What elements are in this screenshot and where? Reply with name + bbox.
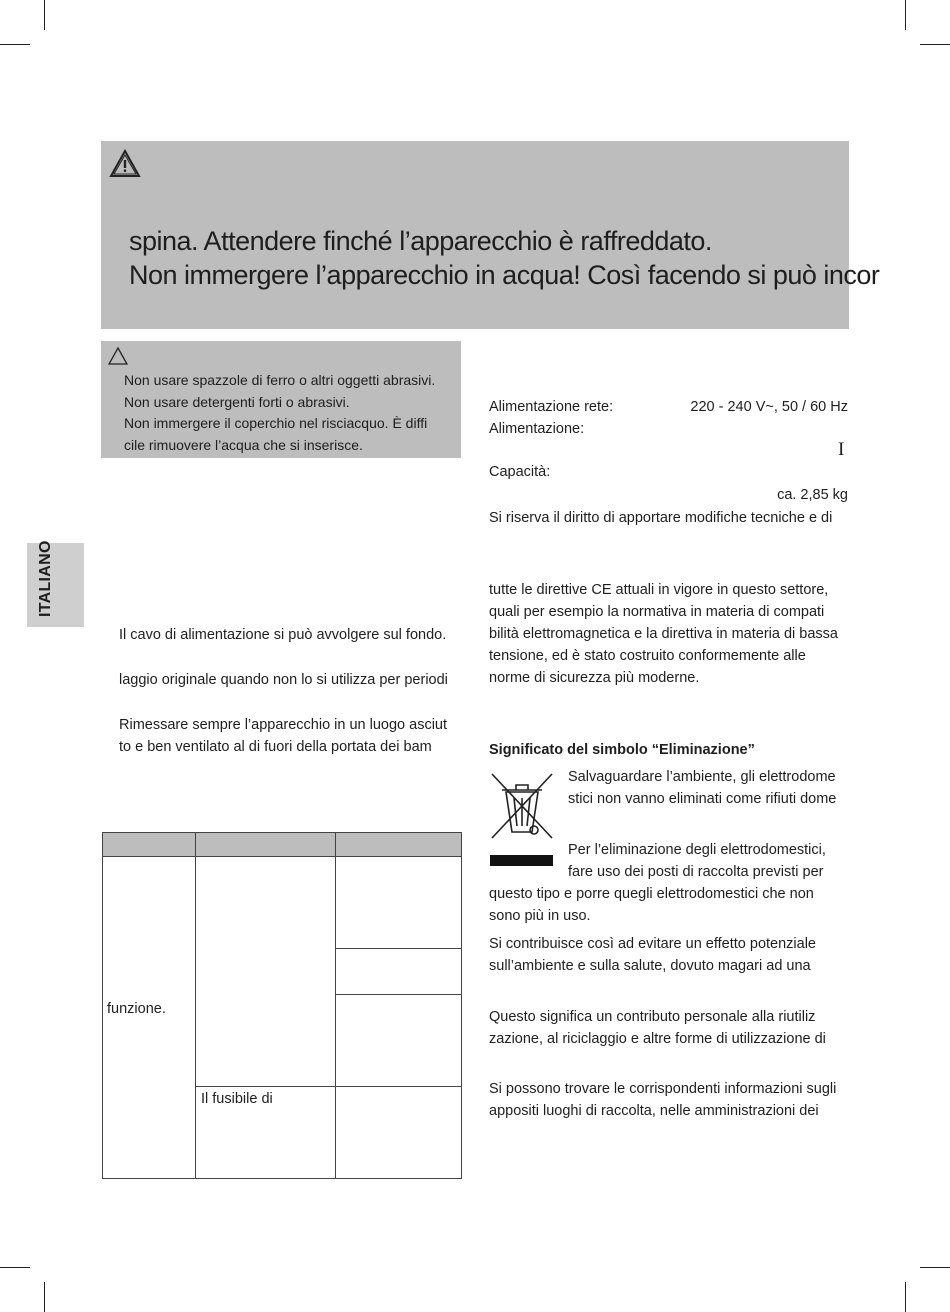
table-cell-text: Il fusibile di (201, 1091, 273, 1107)
disposal-text: sull’ambiente e sulla salute, dovuto magari ad una (489, 958, 811, 974)
caution-line: Non usare spazzole di ferro o altri oggetti abrasivi. (124, 372, 436, 388)
storage-text: laggio originale quando non lo si utilizza per periodi (119, 672, 448, 688)
storage-text: Il cavo di alimentazione si può avvolgere sul fondo. (119, 627, 447, 643)
crop-mark (905, 1282, 906, 1312)
troubleshooting-table (102, 832, 462, 1179)
caution-box (101, 341, 461, 458)
disposal-text: Per l’eliminazione degli elettrodomestici, (568, 842, 826, 858)
table-cell (103, 857, 196, 1179)
language-tab-label: ITALIANO (37, 540, 54, 617)
storage-text: to e ben ventilato al di fuori della portata dei bam (119, 739, 432, 755)
table-cell (196, 857, 336, 1087)
table-cell (196, 1087, 336, 1179)
protection-class-symbol: I (838, 439, 845, 460)
crop-mark (905, 0, 906, 30)
spec-label: Capacità: (489, 464, 551, 480)
crop-mark (920, 1267, 950, 1268)
spec-label: Alimentazione rete: (489, 399, 614, 415)
table-header-cell (196, 833, 336, 857)
disposal-text: Si contribuisce così ad evitare un effetto potenziale (489, 936, 816, 952)
table-cell (336, 857, 462, 949)
disposal-text: Si possono trovare le corrispondenti informazioni sugli (489, 1081, 837, 1097)
disposal-text: appositi luoghi di raccolta, nelle amministrazioni dei (489, 1103, 819, 1119)
warning-box (101, 141, 880, 329)
storage-text: Rimessare sempre l’apparecchio in un luogo asciut (119, 717, 448, 733)
caution-triangle-icon (108, 347, 128, 365)
crop-mark (44, 1282, 45, 1312)
table-cell (336, 995, 462, 1087)
disposal-text: stici non vanno eliminati come rifiuti dome (568, 791, 837, 807)
table-cell-text: funzione. (107, 1001, 166, 1017)
disposal-text: fare uso dei posti di raccolta previsti per (568, 864, 824, 880)
spec-value: ca. 2,85 kg (777, 487, 848, 503)
crop-mark (0, 1267, 30, 1268)
spec-value: 220 - 240 V~, 50 / 60 Hz (690, 399, 848, 415)
table-row (103, 857, 462, 949)
caution-line: Non usare detergenti forti o abrasivi. (124, 394, 350, 410)
table-header-cell (103, 833, 196, 857)
ce-text: quali per esempio la normativa in materia di compati (489, 604, 825, 620)
caution-line: Non immergere il coperchio nel risciacquo. È diffi (124, 415, 428, 431)
spec-label: Alimentazione: (489, 421, 585, 437)
disposal-text: Salvaguardare l’ambiente, gli elettrodome (568, 769, 836, 785)
disposal-text: questo tipo e porre quegli elettrodomestici che non (489, 886, 814, 902)
warning-line: spina. Attendere finché l’apparecchio è raffreddato. (129, 226, 712, 256)
ce-text: tensione, ed è stato costruito conformemente alle (489, 648, 806, 664)
ce-text: norme di sicurezza più moderne. (489, 670, 700, 686)
spec-note: Si riserva il diritto di apportare modifiche tecniche e di (489, 510, 833, 526)
table-cell (336, 1087, 462, 1179)
crop-mark (920, 44, 950, 45)
disposal-text: Questo significa un contributo personale alla riutiliz (489, 1009, 816, 1025)
warning-triangle-icon (109, 149, 141, 179)
language-tab (27, 540, 84, 627)
table-header-row (103, 833, 462, 857)
crossed-out-bin-icon (488, 770, 556, 870)
caution-line: cile rimuovere l’acqua che si inserisce. (124, 437, 363, 453)
ce-text: tutte le direttive CE attuali in vigore in questo settore, (489, 582, 829, 598)
warning-line: Non immergere l’apparecchio in acqua! Così facendo si può incor (129, 260, 880, 290)
disposal-heading: Significato del simbolo “Eliminazione” (489, 742, 755, 758)
disposal-text: sono più in uso. (489, 908, 591, 924)
crop-mark (44, 0, 45, 30)
crop-mark (0, 44, 30, 45)
ce-text: bilità elettromagnetica e la direttiva in materia di bassa (489, 626, 838, 642)
table-cell (336, 949, 462, 995)
table-header-cell (336, 833, 462, 857)
disposal-text: zazione, al riciclaggio e altre forme di utilizzazione di (489, 1031, 826, 1047)
